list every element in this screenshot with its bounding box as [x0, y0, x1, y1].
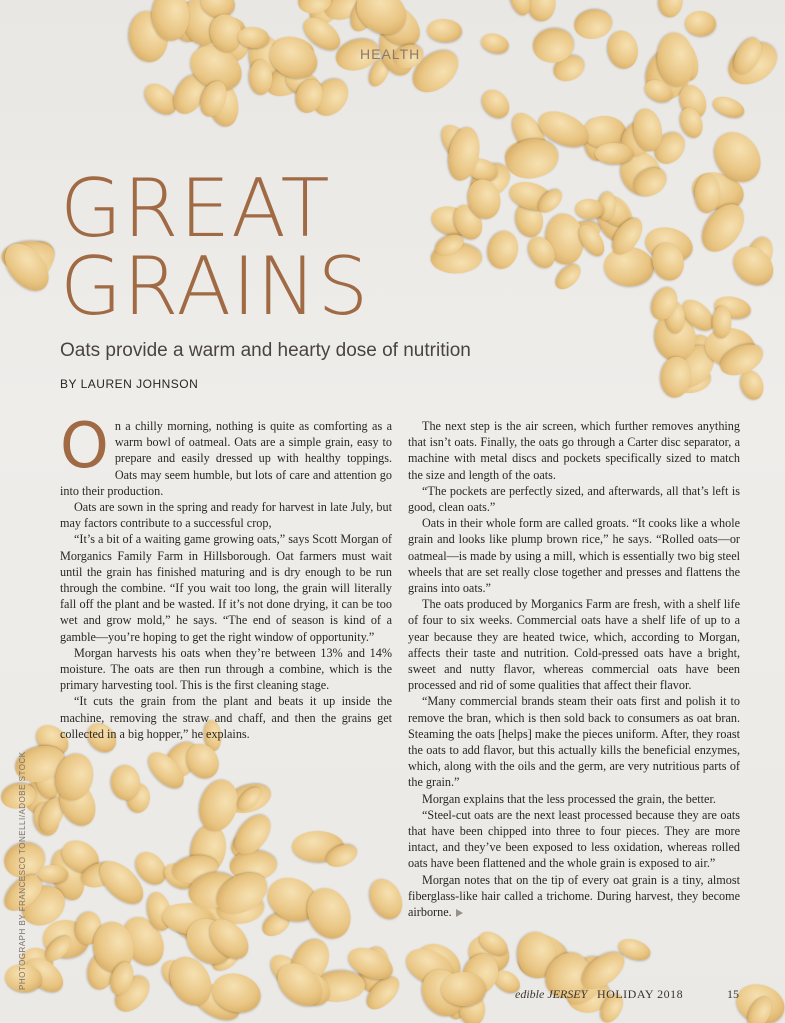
oat-flake	[237, 25, 269, 48]
oat-flake	[595, 143, 633, 165]
oat-flake	[684, 9, 717, 36]
article-subtitle: Oats provide a warm and hearty dose of nutrition	[60, 340, 471, 361]
paragraph-text: n a chilly morning, nothing is quite as comforting as a warm bowl of oatmeal. Oats are a simple grain, easy to prepare and easily dressed up with healthy toppings. Oats may seem humble, but lots of care and attention go into their production.	[60, 419, 392, 498]
section-label: HEALTH	[360, 46, 421, 62]
paragraph: “It’s a bit of a waiting game growing oats,” says Scott Morgan of Morganics Family Farm in Hillsborough. Oat farmers must wait until the grain has finished maturing and is dry enough to be run through the combine. “If you wait too long, the grain will literally fall off the plant and be wasted. If it’s not done drying, it can be too wet and grow mold,” he says. “The end of season is kind of a gamble—you’re hoping to get the right window of opportunity.”	[60, 532, 392, 644]
title-line-1: GREAT	[60, 162, 331, 255]
oat-flake	[605, 29, 641, 72]
footer-brand: edible JERSEY	[515, 987, 588, 1001]
paragraph: “The pockets are perfectly sized, and afterwards, all that’s left is good, clean oats.”	[408, 483, 740, 515]
page-number: 15	[727, 987, 739, 1001]
oat-flake	[506, 0, 533, 18]
oat-flake	[426, 17, 462, 42]
paragraph	[408, 872, 740, 921]
byline: BY LAUREN JOHNSON	[60, 377, 199, 391]
continue-arrow-icon	[456, 909, 463, 917]
photo-credit: PHOTOGRAPH BY FRANCESCO TONELLI/ADOBE STOCK	[18, 751, 27, 990]
oat-flake	[194, 776, 243, 836]
paragraph: “It cuts the grain from the plant and beats it up inside the machine, removing the straw and chaff, and then the grains get collected in a big hopper,” he explains.	[60, 694, 392, 741]
paragraph: Oats in their whole form are called groats. “It cooks like a whole grain and looks like plump brown rice,” he says. “Rolled oats—or oatmeal—is made by using a mill, which is essentially two big steel wheels that are set really close together and presses and flattens the grains into oats.”	[408, 516, 740, 596]
oat-flake	[364, 874, 409, 925]
title-line-2: GRAINS	[60, 240, 370, 333]
paragraph: The next step is the air screen, which further removes anything that isn’t oats. Finally, the oats go through a Carter disc separator, a machine with metal discs and pockets specifically sized to match the size and length of the oats.	[408, 419, 740, 482]
oat-flake	[710, 93, 747, 122]
article-title	[60, 162, 370, 333]
paragraph: The oats produced by Morganics Farm are fresh, with a shelf life of four to six weeks. Commercial oats have a shelf life of up to a year because they are heated twice, which, according to Morgan, affects their taste and nutrition. Cold-pressed oats have a bright, sweet and nutty flavor, whereas commercial oats have been processed and rid of some qualities that affect their flavor.	[408, 597, 740, 693]
oat-flake	[551, 260, 585, 294]
oat-flake	[572, 7, 614, 41]
oat-flake	[574, 198, 604, 220]
paragraph-text: Morgan notes that on the tip of every oat grain is a tiny, almost fiberglass-like hair called a trichome. During harvest, they become airborne.	[408, 872, 740, 920]
left-column	[60, 409, 392, 742]
oat-flake	[479, 30, 511, 56]
footer-issue: HOLIDAY 2018	[597, 987, 684, 1001]
paragraph: “Steel-cut oats are the next least processed because they are oats that have been chipped into three to four pieces. They are more intact, and they’ve been exposed to less oxidation, whereas rolled oats have been flattened and the whole grain is exposed to air.”	[408, 807, 740, 871]
right-column	[408, 418, 740, 920]
oat-flake	[657, 0, 684, 19]
oat-flake	[484, 228, 522, 272]
oat-flake	[603, 246, 655, 287]
oat-flake	[502, 134, 561, 182]
paragraph: “Many commercial brands steam their oats first and polish it to remove the bran, which is then sold back to consumers as oat bran. Steaming the oats [helps] make the pieces uniform. After, they roast the oats to add flavor, but this actually kills the beneficial enzymes, which, along with the oils and the germ, are very nutritious parts of the grain.”	[408, 694, 740, 790]
paragraph	[60, 409, 392, 499]
oat-flake	[477, 84, 516, 124]
paragraph: Morgan explains that the less processed the grain, the better.	[422, 791, 716, 806]
oat-flake	[527, 0, 555, 22]
paragraph: Morgan harvests his oats when they’re between 13% and 14% moisture. The oats are then run through a combine, which is the primary harvesting tool. This is the first cleaning stage.	[60, 645, 392, 693]
drop-cap: O	[60, 409, 109, 482]
paragraph: Oats are sown in the spring and ready for harvest in late July, but may factors contribute to a successful crop,	[60, 500, 392, 531]
